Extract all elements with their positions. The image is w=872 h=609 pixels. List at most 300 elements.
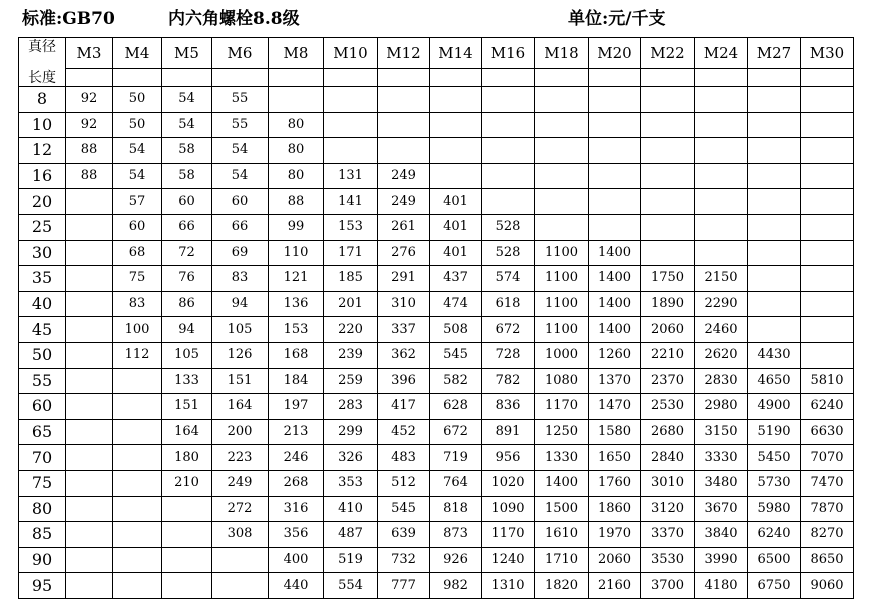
price-cell: 54 (113, 163, 162, 189)
price-cell (66, 445, 113, 471)
price-cell: 6630 (801, 419, 854, 445)
document-title: 内六角螺栓8.8级 (168, 9, 300, 29)
price-cell (641, 87, 695, 113)
length-cell: 35 (19, 266, 66, 292)
price-cell: 2680 (641, 419, 695, 445)
price-cell: 283 (324, 394, 378, 420)
price-cell (748, 163, 801, 189)
length-cell: 30 (19, 240, 66, 266)
price-cell: 2210 (641, 342, 695, 368)
table-row (19, 214, 854, 240)
price-cell (66, 573, 113, 599)
price-cell: 400 (269, 547, 324, 573)
price-cell: 956 (482, 445, 535, 471)
column-header: M20 (589, 38, 641, 69)
price-cell: 126 (212, 342, 269, 368)
price-cell (162, 573, 212, 599)
price-cell (801, 317, 854, 343)
price-cell: 512 (378, 470, 430, 496)
price-cell: 7070 (801, 445, 854, 471)
standard-label: 标准:GB70 (22, 9, 115, 29)
price-cell (695, 214, 748, 240)
price-table (18, 37, 854, 599)
price-cell: 1580 (589, 419, 641, 445)
price-cell: 8270 (801, 522, 854, 548)
price-cell: 926 (430, 547, 482, 573)
price-cell (589, 214, 641, 240)
price-cell (66, 291, 113, 317)
price-cell: 2620 (695, 342, 748, 368)
price-cell: 141 (324, 189, 378, 215)
price-cell (748, 240, 801, 266)
price-cell: 72 (162, 240, 212, 266)
price-cell (66, 240, 113, 266)
corner-header-cell (19, 38, 66, 87)
price-cell (695, 138, 748, 164)
price-cell: 151 (162, 394, 212, 420)
price-cell: 249 (378, 189, 430, 215)
price-cell: 672 (482, 317, 535, 343)
price-cell (748, 112, 801, 138)
price-cell: 57 (113, 189, 162, 215)
price-cell (748, 214, 801, 240)
price-cell: 672 (430, 419, 482, 445)
price-cell: 1020 (482, 470, 535, 496)
price-cell (66, 266, 113, 292)
column-header: M12 (378, 38, 430, 69)
price-cell: 410 (324, 496, 378, 522)
price-cell (641, 214, 695, 240)
table-row (19, 394, 854, 420)
length-cell: 85 (19, 522, 66, 548)
price-cell: 764 (430, 470, 482, 496)
length-cell: 10 (19, 112, 66, 138)
price-cell (589, 112, 641, 138)
price-cell (324, 138, 378, 164)
price-cell: 83 (113, 291, 162, 317)
price-cell: 3010 (641, 470, 695, 496)
price-cell: 362 (378, 342, 430, 368)
price-cell: 452 (378, 419, 430, 445)
price-cell: 1170 (535, 394, 589, 420)
price-cell: 3370 (641, 522, 695, 548)
price-cell (589, 138, 641, 164)
price-cell: 60 (113, 214, 162, 240)
price-cell: 299 (324, 419, 378, 445)
price-cell: 272 (212, 496, 269, 522)
price-cell: 92 (66, 112, 113, 138)
price-cell: 50 (113, 87, 162, 113)
length-cell: 40 (19, 291, 66, 317)
price-cell: 131 (324, 163, 378, 189)
blank-cell (589, 69, 641, 87)
price-cell: 5810 (801, 368, 854, 394)
price-cell (66, 496, 113, 522)
price-cell (66, 214, 113, 240)
price-cell: 6500 (748, 547, 801, 573)
price-cell: 528 (482, 240, 535, 266)
price-cell: 86 (162, 291, 212, 317)
price-cell: 261 (378, 214, 430, 240)
price-cell: 133 (162, 368, 212, 394)
price-cell: 891 (482, 419, 535, 445)
price-cell: 1240 (482, 547, 535, 573)
price-cell: 2370 (641, 368, 695, 394)
table-row (19, 138, 854, 164)
price-cell (113, 522, 162, 548)
price-cell (113, 445, 162, 471)
price-cell: 1330 (535, 445, 589, 471)
price-cell (66, 522, 113, 548)
column-header: M30 (801, 38, 854, 69)
price-cell: 1400 (589, 317, 641, 343)
corner-header (19, 38, 65, 86)
price-cell: 554 (324, 573, 378, 599)
price-cell: 200 (212, 419, 269, 445)
price-cell: 259 (324, 368, 378, 394)
price-cell: 1750 (641, 266, 695, 292)
price-cell: 3700 (641, 573, 695, 599)
price-cell: 437 (430, 266, 482, 292)
price-cell (66, 470, 113, 496)
price-cell (113, 394, 162, 420)
column-header: M8 (269, 38, 324, 69)
price-cell: 1000 (535, 342, 589, 368)
price-cell: 2060 (641, 317, 695, 343)
blank-cell (430, 69, 482, 87)
blank-header-row (19, 69, 854, 87)
price-cell: 2160 (589, 573, 641, 599)
price-cell: 732 (378, 547, 430, 573)
blank-cell (695, 69, 748, 87)
price-cell: 110 (269, 240, 324, 266)
price-cell (695, 189, 748, 215)
column-header: M18 (535, 38, 589, 69)
price-cell: 1250 (535, 419, 589, 445)
length-cell: 70 (19, 445, 66, 471)
blank-cell (482, 69, 535, 87)
price-cell: 719 (430, 445, 482, 471)
price-cell: 3990 (695, 547, 748, 573)
price-cell: 112 (113, 342, 162, 368)
price-cell (324, 87, 378, 113)
price-cell (801, 266, 854, 292)
table-row (19, 163, 854, 189)
price-cell: 528 (482, 214, 535, 240)
price-cell: 6750 (748, 573, 801, 599)
length-cell: 8 (19, 87, 66, 113)
price-cell: 268 (269, 470, 324, 496)
table-row (19, 470, 854, 496)
price-cell: 210 (162, 470, 212, 496)
length-cell: 16 (19, 163, 66, 189)
price-cell (212, 547, 269, 573)
price-cell: 2060 (589, 547, 641, 573)
length-cell: 90 (19, 547, 66, 573)
price-cell: 54 (162, 112, 212, 138)
price-cell: 353 (324, 470, 378, 496)
price-cell: 58 (162, 138, 212, 164)
price-cell (641, 112, 695, 138)
price-cell: 401 (430, 189, 482, 215)
price-cell: 3480 (695, 470, 748, 496)
column-header: M22 (641, 38, 695, 69)
length-cell: 12 (19, 138, 66, 164)
price-cell: 545 (378, 496, 430, 522)
price-cell: 4180 (695, 573, 748, 599)
price-cell: 1820 (535, 573, 589, 599)
price-cell (430, 87, 482, 113)
price-cell: 54 (212, 138, 269, 164)
corner-diameter-label: 真径 (28, 39, 56, 55)
price-cell: 55 (212, 112, 269, 138)
price-cell (430, 138, 482, 164)
price-cell (535, 214, 589, 240)
blank-cell (66, 69, 113, 87)
price-cell (801, 291, 854, 317)
price-cell: 1400 (589, 291, 641, 317)
price-cell (695, 163, 748, 189)
length-cell: 55 (19, 368, 66, 394)
table-row (19, 317, 854, 343)
price-cell: 1370 (589, 368, 641, 394)
price-cell (801, 112, 854, 138)
price-cell: 782 (482, 368, 535, 394)
price-cell: 164 (212, 394, 269, 420)
price-cell: 4650 (748, 368, 801, 394)
price-cell: 4900 (748, 394, 801, 420)
price-cell: 105 (212, 317, 269, 343)
price-cell: 1890 (641, 291, 695, 317)
price-cell: 3330 (695, 445, 748, 471)
table-row (19, 419, 854, 445)
price-cell: 50 (113, 112, 162, 138)
price-cell (801, 87, 854, 113)
price-cell: 88 (269, 189, 324, 215)
price-cell: 94 (212, 291, 269, 317)
blank-cell (641, 69, 695, 87)
length-cell: 75 (19, 470, 66, 496)
price-cell (801, 138, 854, 164)
column-header: M24 (695, 38, 748, 69)
price-cell: 618 (482, 291, 535, 317)
price-cell: 180 (162, 445, 212, 471)
price-cell (589, 189, 641, 215)
price-cell: 249 (212, 470, 269, 496)
table-row (19, 291, 854, 317)
price-cell: 2980 (695, 394, 748, 420)
price-cell: 440 (269, 573, 324, 599)
price-cell: 60 (162, 189, 212, 215)
price-cell: 1100 (535, 240, 589, 266)
blank-cell (535, 69, 589, 87)
price-cell: 310 (378, 291, 430, 317)
price-cell: 171 (324, 240, 378, 266)
column-header-row (19, 38, 854, 69)
blank-cell (324, 69, 378, 87)
price-cell: 80 (269, 163, 324, 189)
price-cell: 2150 (695, 266, 748, 292)
price-cell: 1500 (535, 496, 589, 522)
price-cell: 9060 (801, 573, 854, 599)
price-cell: 100 (113, 317, 162, 343)
price-cell: 83 (212, 266, 269, 292)
price-cell (66, 368, 113, 394)
table-row (19, 368, 854, 394)
length-cell: 50 (19, 342, 66, 368)
price-cell (113, 419, 162, 445)
price-cell: 818 (430, 496, 482, 522)
price-cell: 836 (482, 394, 535, 420)
price-cell: 5190 (748, 419, 801, 445)
price-cell: 151 (212, 368, 269, 394)
price-cell (641, 138, 695, 164)
price-cell (113, 573, 162, 599)
price-cell: 1400 (589, 266, 641, 292)
price-cell (695, 112, 748, 138)
table-row (19, 87, 854, 113)
price-cell (641, 189, 695, 215)
price-cell: 1080 (535, 368, 589, 394)
price-cell (482, 87, 535, 113)
column-header: M14 (430, 38, 482, 69)
length-cell: 45 (19, 317, 66, 343)
price-cell: 401 (430, 214, 482, 240)
price-cell (801, 342, 854, 368)
price-cell: 3840 (695, 522, 748, 548)
price-cell: 1400 (589, 240, 641, 266)
price-cell: 54 (162, 87, 212, 113)
price-cell: 80 (269, 138, 324, 164)
price-cell: 2460 (695, 317, 748, 343)
price-cell (66, 189, 113, 215)
column-header: M6 (212, 38, 269, 69)
price-cell: 982 (430, 573, 482, 599)
price-cell: 88 (66, 138, 113, 164)
unit-label: 单位:元/千支 (568, 9, 666, 29)
blank-cell (748, 69, 801, 87)
price-cell: 1260 (589, 342, 641, 368)
price-cell (748, 266, 801, 292)
price-cell: 401 (430, 240, 482, 266)
price-cell: 76 (162, 266, 212, 292)
price-cell: 574 (482, 266, 535, 292)
column-header: M27 (748, 38, 801, 69)
price-cell (801, 163, 854, 189)
price-cell: 1760 (589, 470, 641, 496)
price-cell (162, 496, 212, 522)
price-cell: 1860 (589, 496, 641, 522)
corner-length-label: 长度 (28, 70, 56, 86)
price-cell: 1100 (535, 291, 589, 317)
price-cell (535, 112, 589, 138)
price-cell: 337 (378, 317, 430, 343)
price-cell: 1970 (589, 522, 641, 548)
price-cell: 223 (212, 445, 269, 471)
price-cell (269, 87, 324, 113)
price-cell: 5980 (748, 496, 801, 522)
price-cell: 291 (378, 266, 430, 292)
price-cell: 246 (269, 445, 324, 471)
table-row (19, 522, 854, 548)
length-cell: 65 (19, 419, 66, 445)
price-cell (748, 317, 801, 343)
price-cell (66, 394, 113, 420)
price-cell (482, 138, 535, 164)
price-cell (430, 112, 482, 138)
blank-cell (113, 69, 162, 87)
price-cell: 136 (269, 291, 324, 317)
price-cell (482, 112, 535, 138)
price-cell: 1100 (535, 266, 589, 292)
price-cell: 873 (430, 522, 482, 548)
table-row (19, 112, 854, 138)
table-row (19, 496, 854, 522)
price-cell: 5450 (748, 445, 801, 471)
document-header (0, 0, 872, 38)
price-cell (535, 87, 589, 113)
price-cell: 54 (113, 138, 162, 164)
price-cell: 308 (212, 522, 269, 548)
price-cell: 2830 (695, 368, 748, 394)
price-cell (162, 547, 212, 573)
table-row (19, 445, 854, 471)
price-cell: 239 (324, 342, 378, 368)
price-cell: 417 (378, 394, 430, 420)
price-cell: 728 (482, 342, 535, 368)
price-cell (535, 138, 589, 164)
price-cell: 3670 (695, 496, 748, 522)
price-cell: 197 (269, 394, 324, 420)
price-cell: 68 (113, 240, 162, 266)
price-cell: 1710 (535, 547, 589, 573)
price-cell: 92 (66, 87, 113, 113)
table-row (19, 240, 854, 266)
price-cell (113, 547, 162, 573)
price-cell (641, 240, 695, 266)
price-cell: 88 (66, 163, 113, 189)
table-row (19, 547, 854, 573)
price-cell: 474 (430, 291, 482, 317)
price-cell: 1400 (535, 470, 589, 496)
table-row (19, 342, 854, 368)
column-header: M3 (66, 38, 113, 69)
price-cell: 54 (212, 163, 269, 189)
price-cell: 3150 (695, 419, 748, 445)
price-cell (66, 419, 113, 445)
blank-cell (212, 69, 269, 87)
price-cell: 75 (113, 266, 162, 292)
price-cell: 4430 (748, 342, 801, 368)
price-cell: 153 (269, 317, 324, 343)
column-header: M5 (162, 38, 212, 69)
price-cell: 168 (269, 342, 324, 368)
price-cell: 60 (212, 189, 269, 215)
price-cell: 66 (212, 214, 269, 240)
price-cell: 58 (162, 163, 212, 189)
price-cell (801, 214, 854, 240)
price-cell: 1310 (482, 573, 535, 599)
price-cell (641, 163, 695, 189)
price-cell: 777 (378, 573, 430, 599)
price-cell (748, 87, 801, 113)
price-cell: 5730 (748, 470, 801, 496)
price-cell: 121 (269, 266, 324, 292)
column-header: M16 (482, 38, 535, 69)
price-cell: 396 (378, 368, 430, 394)
column-header: M4 (113, 38, 162, 69)
price-cell: 8650 (801, 547, 854, 573)
